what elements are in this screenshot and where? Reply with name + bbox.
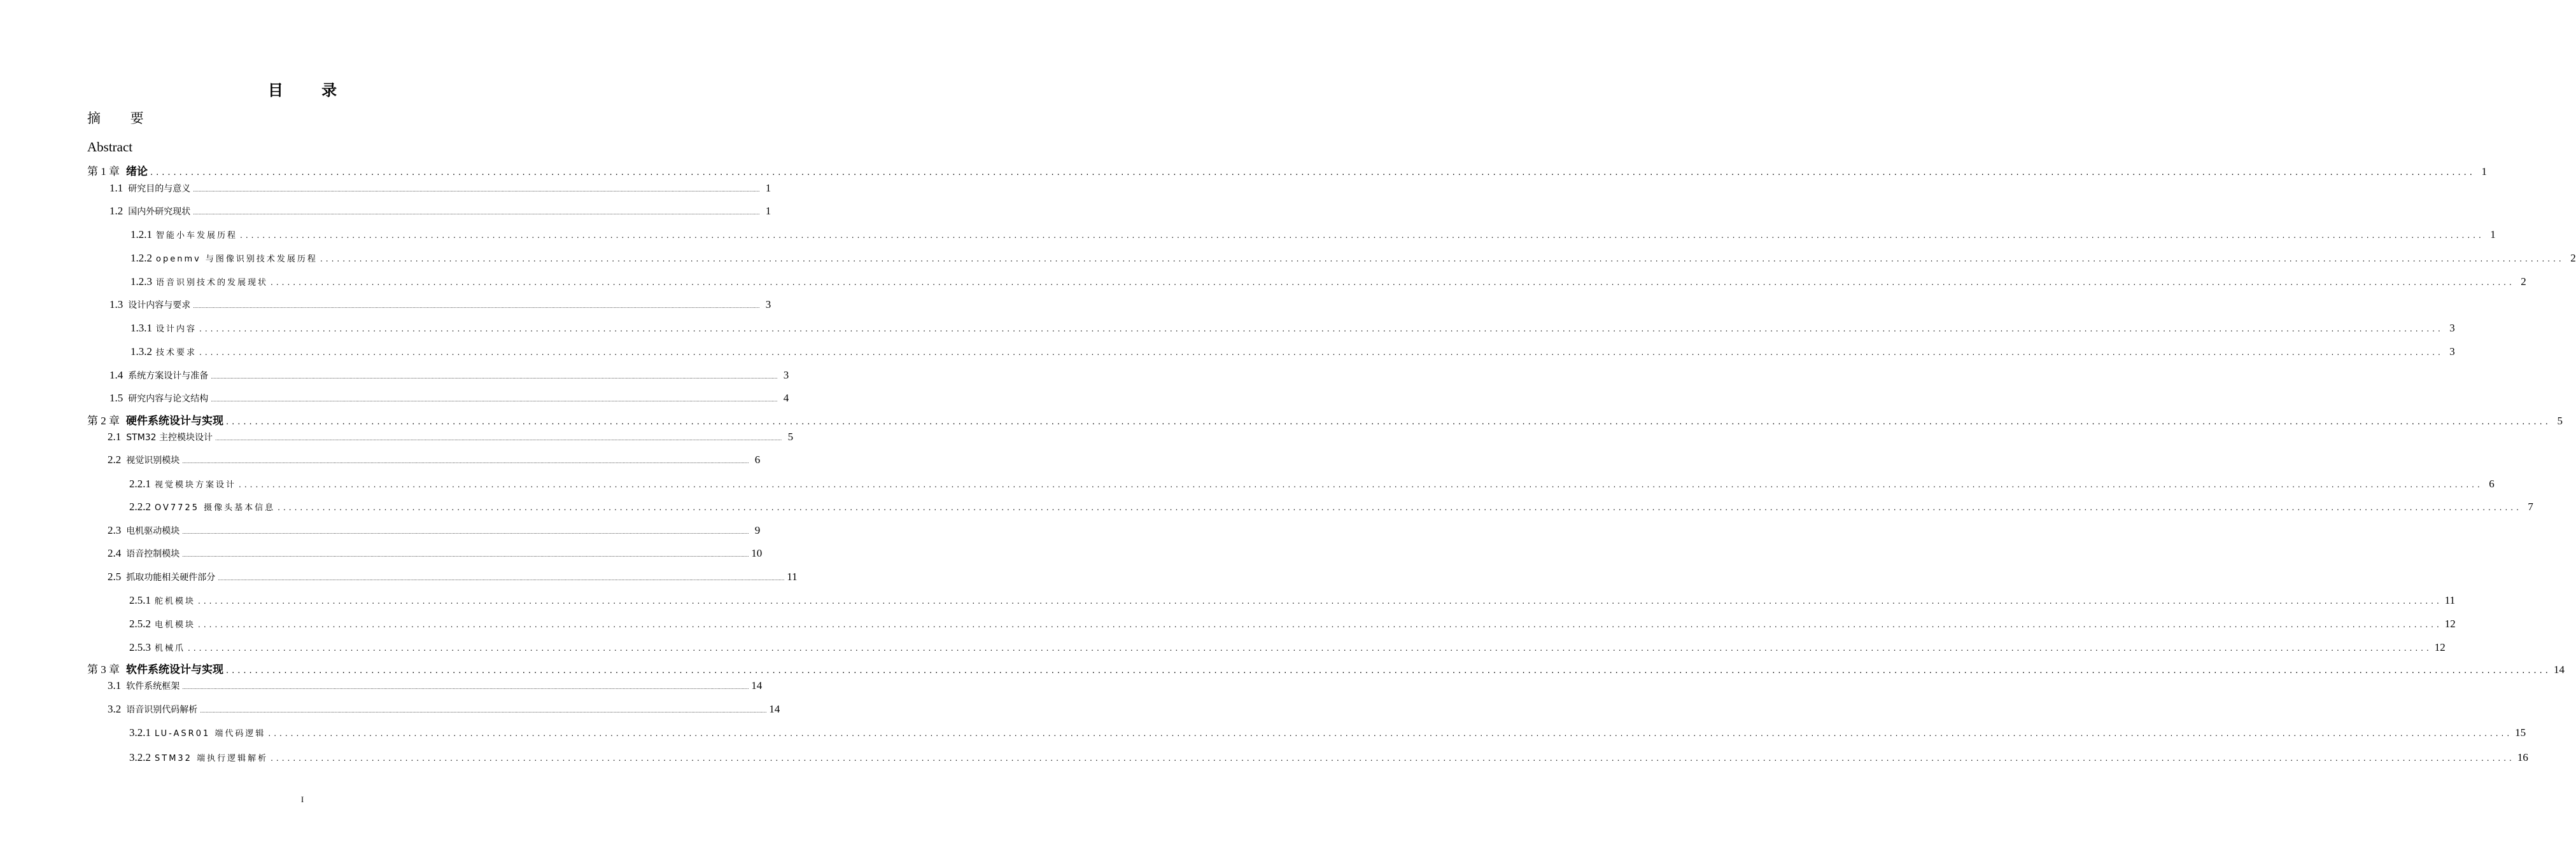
toc-entry-title: 语音识别代码解析 [126, 705, 198, 715]
toc-abstract-cn[interactable]: 摘 要 [87, 111, 157, 126]
toc-entry-number: 1.3 [109, 298, 123, 310]
page-title: 目 录 [267, 81, 354, 99]
toc-entry-page: 2 [2570, 252, 2576, 264]
toc-leader-dots: ................................................................................................................................................................................................................................................................................................................................................................................................................ [188, 644, 2432, 653]
toc-entry[interactable] [109, 205, 771, 218]
toc-entry-title: 语音识别技术的发展现状 [156, 278, 269, 288]
toc-entry-number: 1.5 [109, 392, 123, 404]
toc-entry-number: 1.2.2 [130, 252, 152, 264]
toc-entry-number: 第 2 章 [87, 415, 120, 427]
toc-entry[interactable] [108, 524, 761, 537]
toc-entry-title: 电机模块 [155, 620, 196, 630]
toc-entry-page: 6 [754, 454, 761, 466]
toc-entry-page: 11 [2444, 594, 2456, 606]
toc-entry-number: 3.1 [108, 679, 122, 692]
toc-leader-dots: ................................................................................................................................................................................................................................................................................................................................................................................................................ [226, 417, 2551, 427]
toc-entry[interactable] [130, 275, 2526, 288]
toc-entry-title: 智能小车发展历程 [156, 231, 238, 240]
toc-entry-page: 14 [751, 679, 763, 692]
toc-entry-number: 2.2 [108, 454, 122, 466]
toc-entry-title: OV7725 摄像头基本信息 [155, 503, 276, 513]
toc-entry[interactable] [87, 660, 2565, 676]
toc-entry-number: 1.2.1 [130, 228, 152, 240]
toc-leader-dots: ................................................................................................................................................................................................................................................................................................................................................................................................................ [198, 620, 2442, 629]
toc-entry[interactable] [130, 228, 2496, 241]
toc-entry[interactable] [129, 726, 2526, 739]
toc-entry-page: 1 [765, 205, 771, 217]
toc-entry-title: 国内外研究现状 [128, 207, 191, 217]
toc-leader-dots: ................................................................................................................................................................................................................................................................................................................................................................................................................ [199, 324, 2444, 333]
toc-entry-number: 3.2 [108, 703, 122, 715]
toc-entry-number: 1.3.1 [130, 322, 152, 334]
toc-entry[interactable] [129, 641, 2446, 654]
toc-entry[interactable] [130, 322, 2455, 335]
toc-entry[interactable] [108, 679, 763, 692]
toc-entry[interactable] [108, 547, 763, 560]
toc-entry[interactable] [130, 252, 2576, 265]
toc-leader-dots: ................................................................................................................................................................................................................................................................................................................................................................................................................ [182, 459, 749, 464]
toc-entry-title: 系统方案设计与准备 [128, 371, 209, 381]
toc-leader-dots: ................................................................................................................................................................................................................................................................................................................................................................................................................ [278, 503, 2522, 512]
toc-entry-number: 2.2.2 [129, 501, 151, 513]
toc-entry-page: 1 [765, 182, 771, 194]
toc-leader-dots: ................................................................................................................................................................................................................................................................................................................................................................................................................ [271, 278, 2515, 287]
toc-entry-title: 抓取功能相关硬件部分 [126, 573, 216, 583]
page-number-footer: I [300, 795, 304, 804]
toc-entry-number: 3.2.2 [129, 751, 151, 763]
toc-entry[interactable] [109, 298, 771, 311]
toc-entry-title: 视觉识别模块 [126, 455, 180, 466]
toc-leader-dots: ................................................................................................................................................................................................................................................................................................................................................................................................................ [215, 436, 782, 441]
toc-entry-title: 电机驱动模块 [126, 526, 180, 536]
toc-entry[interactable] [130, 345, 2455, 358]
toc-leader-dots: ................................................................................................................................................................................................................................................................................................................................................................................................................ [268, 729, 2513, 738]
toc-entry-page: 12 [2444, 618, 2456, 630]
toc-leader-dots: ................................................................................................................................................................................................................................................................................................................................................................................................................ [200, 709, 767, 714]
toc-entry-number: 1.2.3 [130, 275, 152, 288]
toc-entry-number: 1.2 [109, 205, 123, 217]
toc-entry-number: 第 1 章 [87, 165, 120, 177]
toc-entry[interactable] [129, 751, 2528, 764]
toc-entry-number: 2.5.2 [129, 618, 151, 630]
toc-entry-title: 语音控制模块 [126, 549, 180, 559]
toc-entry[interactable] [108, 571, 798, 583]
toc-leader-dots: ................................................................................................................................................................................................................................................................................................................................................................................................................ [226, 666, 2551, 676]
toc-entry-page: 15 [2515, 726, 2526, 739]
toc-entry-title: 研究目的与意义 [128, 184, 191, 194]
toc-entry-page: 12 [2434, 641, 2446, 653]
toc-entry-number: 2.4 [108, 547, 122, 559]
toc-entry-number: 2.5 [108, 571, 122, 583]
toc-entry-page: 10 [751, 547, 763, 559]
toc-entry-page: 4 [783, 392, 789, 404]
toc-leader-dots: ................................................................................................................................................................................................................................................................................................................................................................................................................ [198, 597, 2442, 606]
toc-leader-dots: ................................................................................................................................................................................................................................................................................................................................................................................................................ [218, 576, 785, 581]
toc-leader-dots: ................................................................................................................................................................................................................................................................................................................................................................................................................ [193, 211, 760, 216]
toc-entry-title: 绪论 [126, 165, 148, 178]
toc-entry[interactable] [108, 703, 780, 716]
toc-entry-title: 硬件系统设计与实现 [126, 415, 223, 428]
toc-entry-page: 16 [2517, 751, 2528, 763]
toc-leader-dots: ................................................................................................................................................................................................................................................................................................................................................................................................................ [199, 348, 2444, 357]
toc-entry-number: 2.5.1 [129, 594, 151, 606]
toc-entry-number: 2.1 [108, 431, 122, 443]
toc-entry-page: 1 [2490, 228, 2496, 240]
toc-entry-title: LU-ASR01 端代码逻辑 [155, 729, 266, 739]
toc-entry-number: 2.3 [108, 524, 122, 536]
toc-entry-page: 5 [787, 431, 794, 443]
toc-entry-title: 设计内容 [156, 324, 197, 334]
toc-leader-dots: ................................................................................................................................................................................................................................................................................................................................................................................................................ [182, 685, 749, 690]
toc-entry-page: 3 [783, 369, 789, 381]
toc-entry[interactable] [109, 369, 789, 382]
toc-entry-title: 技术要求 [156, 348, 197, 358]
toc-leader-dots: ................................................................................................................................................................................................................................................................................................................................................................................................................ [211, 375, 778, 380]
toc-leader-dots: ................................................................................................................................................................................................................................................................................................................................................................................................................ [182, 530, 749, 535]
toc-entry[interactable] [129, 618, 2456, 630]
toc-leader-dots: ................................................................................................................................................................................................................................................................................................................................................................................................................ [240, 231, 2484, 240]
toc-entry[interactable] [129, 594, 2456, 607]
toc-entry[interactable] [87, 412, 2563, 428]
toc-entry-title: 视觉模块方案设计 [155, 480, 237, 490]
toc-entry-title: 设计内容与要求 [128, 300, 191, 310]
toc-entry-page: 5 [2557, 415, 2563, 427]
toc-entry-title: 机械爪 [155, 644, 186, 653]
toc-entry[interactable] [109, 182, 771, 195]
toc-leader-dots: ................................................................................................................................................................................................................................................................................................................................................................................................................ [320, 254, 2565, 263]
toc-entry-number: 1.3.2 [130, 345, 152, 358]
toc-leader-dots: ................................................................................................................................................................................................................................................................................................................................................................................................................ [150, 168, 2475, 177]
toc-leader-dots: ................................................................................................................................................................................................................................................................................................................................................................................................................ [271, 754, 2515, 763]
toc-entry[interactable] [108, 431, 794, 443]
toc-entry-number: 第 3 章 [87, 664, 120, 676]
toc-entry-page: 1 [2481, 165, 2487, 177]
toc-entry-page: 3 [2449, 322, 2455, 334]
toc-entry-number: 1.1 [109, 182, 123, 194]
toc-entry-title: STM32 主控模块设计 [126, 433, 213, 443]
toc-entry[interactable] [108, 454, 761, 466]
toc-entry-number: 3.2.1 [129, 726, 151, 739]
toc-entry-title: openmv 与图像识别技术发展历程 [156, 254, 318, 264]
toc-entry[interactable] [87, 162, 2487, 178]
toc-leader-dots: ................................................................................................................................................................................................................................................................................................................................................................................................................ [182, 553, 749, 558]
toc-entry-page: 14 [769, 703, 780, 715]
toc-entry-page: 2 [2521, 275, 2526, 288]
toc-leader-dots: ................................................................................................................................................................................................................................................................................................................................................................................................................ [193, 304, 760, 309]
toc-entry-page: 9 [754, 524, 761, 536]
toc-leader-dots: ................................................................................................................................................................................................................................................................................................................................................................................................................ [239, 480, 2483, 489]
toc-entry-title: 舵机模块 [155, 597, 196, 606]
toc-entry-title: STM32 端执行逻辑解析 [155, 754, 269, 763]
toc-leader-dots: ................................................................................................................................................................................................................................................................................................................................................................................................................ [193, 188, 760, 193]
toc-entry-title: 软件系统设计与实现 [126, 664, 223, 676]
toc-entry-page: 3 [765, 298, 771, 310]
toc-entry[interactable] [129, 478, 2495, 490]
toc-entry-title: 研究内容与论文结构 [128, 394, 209, 404]
toc-entry-page: 7 [2528, 501, 2533, 513]
toc-entry-number: 1.4 [109, 369, 123, 381]
toc-entry-page: 6 [2489, 478, 2495, 490]
toc-entry-page: 11 [787, 571, 798, 583]
toc-entry[interactable] [109, 392, 789, 405]
toc-entry-page: 3 [2449, 345, 2455, 358]
toc-entry[interactable] [129, 501, 2533, 513]
toc-abstract-en[interactable]: Abstract [87, 139, 133, 155]
toc-leader-dots: ................................................................................................................................................................................................................................................................................................................................................................................................................ [211, 398, 778, 403]
toc-entry-title: 软件系统框架 [126, 681, 180, 692]
toc-entry-page: 14 [2553, 664, 2565, 676]
toc-entry-number: 2.5.3 [129, 641, 151, 653]
toc-entry-number: 2.2.1 [129, 478, 151, 490]
